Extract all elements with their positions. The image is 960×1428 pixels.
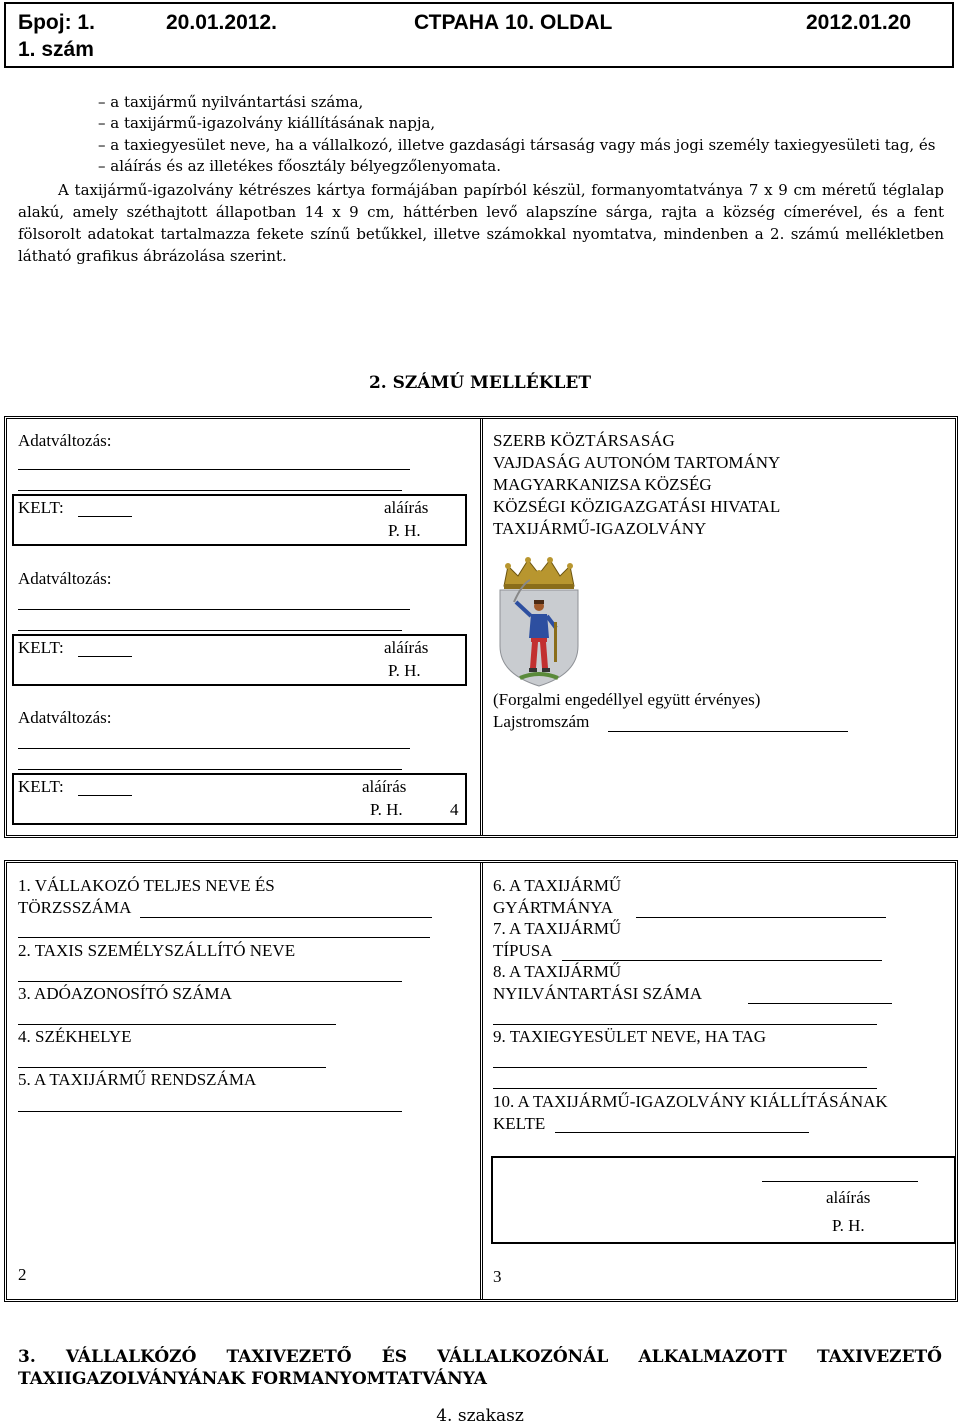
underline bbox=[78, 795, 132, 796]
list-item: – a taxijármű nyilvántartási száma, bbox=[98, 93, 364, 111]
signature-line bbox=[762, 1181, 918, 1182]
card-page-number: 2 bbox=[18, 1265, 27, 1284]
field-8-label: 8. A TAXIJÁRMŰ bbox=[493, 962, 622, 981]
change-label: Adatváltozás: bbox=[18, 708, 112, 727]
underline bbox=[18, 981, 402, 982]
field-3-label: 3. ADÓAZONOSÍTÓ SZÁMA bbox=[18, 984, 232, 1003]
kelt-label: KELT: bbox=[18, 638, 64, 657]
field-10-label-2: KELTE bbox=[493, 1114, 546, 1133]
underline bbox=[555, 1132, 809, 1133]
annex-title: 2. SZÁMÚ MELLÉKLET bbox=[368, 373, 592, 393]
kelt-label: KELT: bbox=[18, 777, 64, 796]
stamp-label: P. H. bbox=[388, 661, 421, 680]
card-divider bbox=[480, 419, 483, 835]
validity-note: (Forgalmi engedéllyel együtt érvényes) bbox=[493, 690, 761, 709]
page-header bbox=[4, 2, 954, 68]
underline bbox=[18, 490, 402, 491]
heading-line: TAXIJÁRMŰ-IGAZOLVÁNY bbox=[493, 519, 707, 538]
field-1-label-2: TÖRZSSZÁMA bbox=[18, 898, 132, 917]
body-paragraph: A taxijármű-igazolvány kétrészes kártya formájában papírból készül, formanyomtatványa 7 x 9 cm méretű téglalap alakú, amely széthajtott állapotban 14 x 9 cm, háttérben levő alapszíne sárga, rajta a község címerével, és a fent fölsorolt adatokat tartalmazza fekete színű betűkkel, illetve számokkal nyomtatva, mindenben a 2. számú mellékletben látható grafikus ábrázolása szerint. bbox=[18, 181, 944, 265]
underline bbox=[18, 1024, 336, 1025]
coat-of-arms-icon bbox=[494, 556, 584, 688]
card-heading bbox=[493, 430, 780, 540]
stamp-label: P. H. bbox=[370, 800, 403, 819]
heading-line: KÖZSÉGI KÖZIGAZGATÁSI HIVATAL bbox=[493, 497, 781, 516]
underline bbox=[493, 1024, 877, 1025]
signature-label: aláírás bbox=[826, 1188, 871, 1207]
underline bbox=[18, 937, 430, 938]
underline bbox=[78, 516, 132, 517]
field-1-label: 1. VÁLLAKOZÓ TELJES NEVE ÉS bbox=[18, 876, 275, 895]
signature-label: aláírás bbox=[384, 638, 429, 657]
change-label: Adatváltozás: bbox=[18, 431, 112, 450]
field-5-label: 5. A TAXIJÁRMŰ RENDSZÁMA bbox=[18, 1070, 257, 1089]
field-7-label: 7. A TAXIJÁRMŰ bbox=[493, 919, 622, 938]
underline bbox=[748, 1003, 892, 1004]
underline bbox=[140, 917, 432, 918]
change-label: Adatváltozás: bbox=[18, 569, 112, 588]
underline bbox=[18, 769, 402, 770]
underline bbox=[493, 1088, 877, 1089]
heading-line: SZERB KÖZTÁRSASÁG bbox=[493, 431, 675, 450]
underline bbox=[18, 1067, 326, 1068]
page-number: СТРАНА 10. OLDAL bbox=[414, 11, 613, 34]
field-7-label-2: TÍPUSA bbox=[493, 941, 553, 960]
signature-label: aláírás bbox=[362, 777, 407, 796]
signature-box bbox=[491, 1156, 956, 1244]
section-3-title: 3. VÁLLALKÓZÓ TAXIVEZETŐ ÉS VÁLLALKOZÓNÁL ALKALMAZOTT TAXIVEZETŐ TAXIIGAZOLVÁNYÁNAK FORMANYOMTATVÁNYA bbox=[18, 1347, 942, 1389]
field-10-label: 10. A TAXIJÁRMŰ-IGAZOLVÁNY KIÁLLÍTÁSÁNAK bbox=[493, 1092, 888, 1111]
field-9-label: 9. TAXIEGYESÜLET NEVE, HA TAG bbox=[493, 1027, 767, 1046]
underline bbox=[18, 469, 410, 470]
underline bbox=[18, 609, 410, 610]
heading-line: MAGYARKANIZSA KÖZSÉG bbox=[493, 475, 712, 494]
list-item: – a taxijármű-igazolvány kiállításának napja, bbox=[98, 114, 436, 132]
register-field bbox=[608, 731, 848, 732]
issue-date: 20.01.2012. bbox=[166, 11, 277, 34]
list-item: – a taxiegyesület neve, ha a vállalkozó, illetve gazdasági társaság vagy más jogi személy taxiegyesületi tag, és bbox=[98, 136, 936, 154]
field-6-label: 6. A TAXIJÁRMŰ bbox=[493, 876, 622, 895]
register-label: Lajstromszám bbox=[493, 712, 590, 731]
card-page-number: 4 bbox=[450, 800, 459, 819]
card-page-number: 3 bbox=[493, 1267, 502, 1286]
card-divider bbox=[480, 863, 483, 1299]
heading-line: VAJDASÁG AUTONÓM TARTOMÁNY bbox=[493, 453, 781, 472]
field-4-label: 4. SZÉKHELYE bbox=[18, 1027, 132, 1046]
issue-date-2: 2012.01.20 bbox=[806, 11, 912, 34]
kelt-label: KELT: bbox=[18, 498, 64, 517]
underline bbox=[18, 630, 402, 631]
underline bbox=[636, 917, 886, 918]
stamp-label: P. H. bbox=[388, 521, 421, 540]
list-item: – aláírás és az illetékes főosztály bélyegzőlenyomata. bbox=[98, 157, 502, 175]
issue-number-hu: 1. szám bbox=[18, 38, 94, 61]
section-number: 4. szakasz bbox=[436, 1406, 524, 1426]
field-2-label: 2. TAXIS SZEMÉLYSZÁLLÍTÓ NEVE bbox=[18, 941, 296, 960]
field-6-label-2: GYÁRTMÁNYA bbox=[493, 898, 613, 917]
stamp-label: P. H. bbox=[832, 1216, 865, 1235]
underline bbox=[18, 748, 410, 749]
field-8-label-2: NYILVÁNTARTÁSI SZÁMA bbox=[493, 984, 703, 1003]
signature-label: aláírás bbox=[384, 498, 429, 517]
underline bbox=[493, 1067, 867, 1068]
underline bbox=[18, 1111, 402, 1112]
issue-number: Број: 1. bbox=[18, 11, 95, 34]
underline bbox=[562, 960, 882, 961]
underline bbox=[78, 656, 132, 657]
